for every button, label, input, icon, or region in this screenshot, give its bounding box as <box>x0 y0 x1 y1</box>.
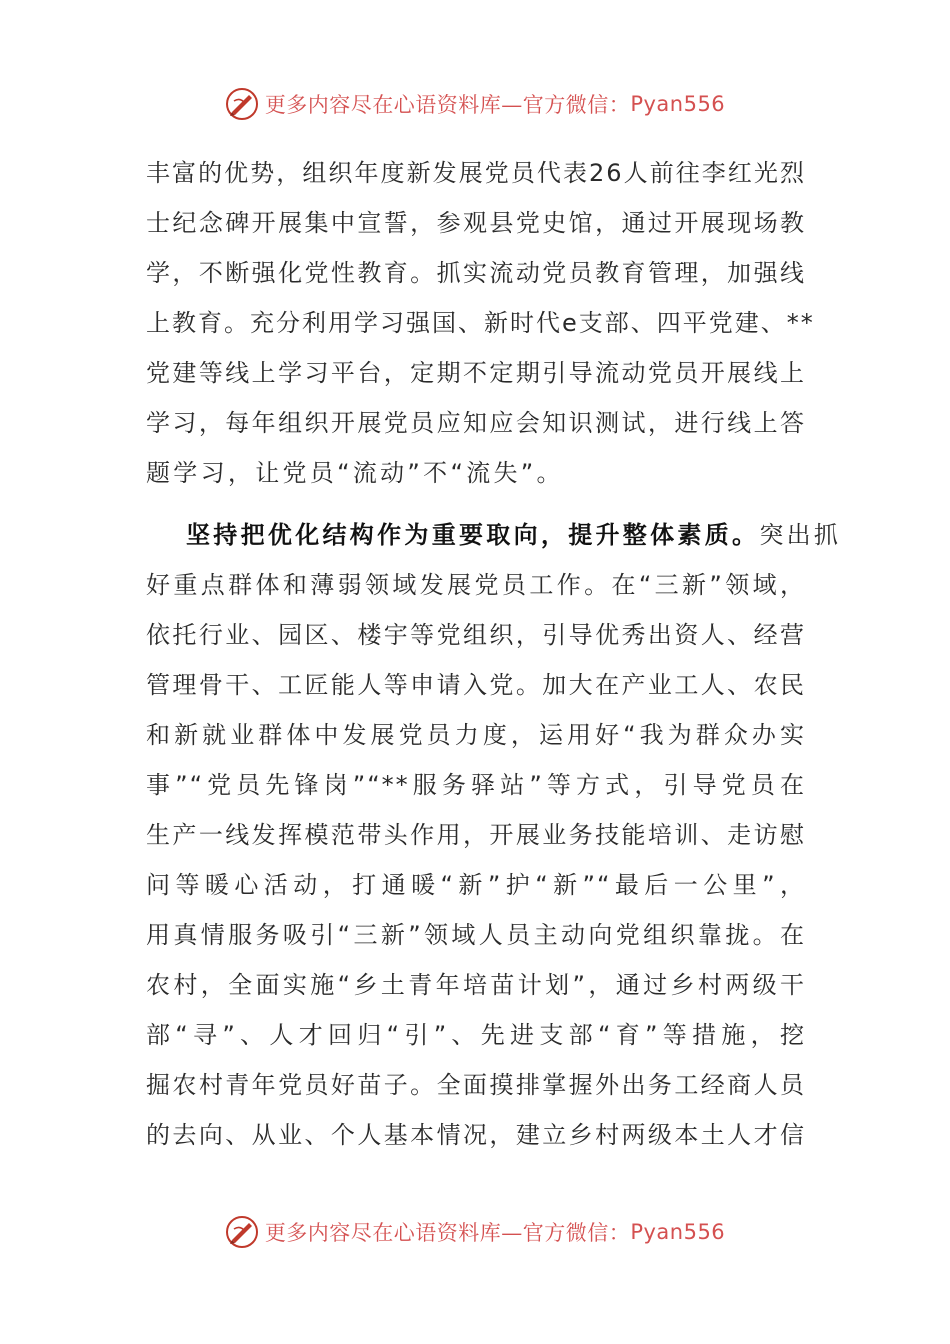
paragraph <box>146 148 815 498</box>
pen-logo-icon <box>225 1215 259 1249</box>
watermark-wechat-id: Pyan556 <box>630 1220 726 1244</box>
document-body <box>146 148 842 1160</box>
text-line: 事”“党员先锋岗”“**服务驿站”等方式，引导党员在 <box>146 771 806 799</box>
watermark-text: 更多内容尽在心语资料库—官方微信： <box>264 93 631 117</box>
text-line: 党建等线上学习平台，定期不定期引导流动党员开展线上 <box>146 359 806 387</box>
text-line: 的去向、从业、个人基本情况，建立乡村两级本土人才信 <box>146 1121 806 1149</box>
text-run: 突出抓 <box>759 521 842 549</box>
paragraph <box>146 510 842 1160</box>
text-line: 学，不断强化党性教育。抓实流动党员教育管理，加强线 <box>146 259 806 287</box>
text-line: 问等暖心活动，打通暖“新”护“新”“最后一公里”， <box>146 871 806 899</box>
text-line: 题学习，让党员“流动”不“流失”。 <box>146 459 564 487</box>
pen-logo-icon <box>225 87 259 121</box>
text-line: 好重点群体和薄弱领域发展党员工作。在“三新”领域， <box>146 571 806 599</box>
paragraph-heading: 坚持把优化结构作为重要取向，提升整体素质。 <box>186 521 760 549</box>
text-line: 掘农村青年党员好苗子。全面摸排掌握外出务工经商人员 <box>146 1071 806 1099</box>
text-line: 依托行业、园区、楼宇等党组织，引导优秀出资人、经营 <box>146 621 806 649</box>
text-line: 管理骨干、工匠能人等申请入党。加大在产业工人、农民 <box>146 671 806 699</box>
text-line: 丰富的优势，组织年度新发展党员代表26人前往李红光烈 <box>146 159 806 187</box>
header-watermark <box>0 84 950 124</box>
text-line: 用真情服务吸引“三新”领域人员主动向党组织靠拢。在 <box>146 921 806 949</box>
footer-watermark <box>0 1212 950 1252</box>
watermark-text: 更多内容尽在心语资料库—官方微信： <box>264 1221 631 1245</box>
text-line: 生产一线发挥模范带头作用，开展业务技能培训、走访慰 <box>146 821 806 849</box>
watermark-wechat-id: Pyan556 <box>630 92 726 116</box>
text-line <box>146 510 842 560</box>
text-line: 和新就业群体中发展党员力度，运用好“我为群众办实 <box>146 721 806 749</box>
text-line: 学习，每年组织开展党员应知应会知识测试，进行线上答 <box>146 409 806 437</box>
text-line: 农村，全面实施“乡土青年培苗计划”，通过乡村两级干 <box>146 971 806 999</box>
text-line: 上教育。充分利用学习强国、新时代e支部、四平党建、** <box>146 309 815 337</box>
text-line: 部“寻”、人才回归“引”、先进支部“育”等措施，挖 <box>146 1021 806 1049</box>
text-line: 士纪念碑开展集中宣誓，参观县党史馆，通过开展现场教 <box>146 209 806 237</box>
